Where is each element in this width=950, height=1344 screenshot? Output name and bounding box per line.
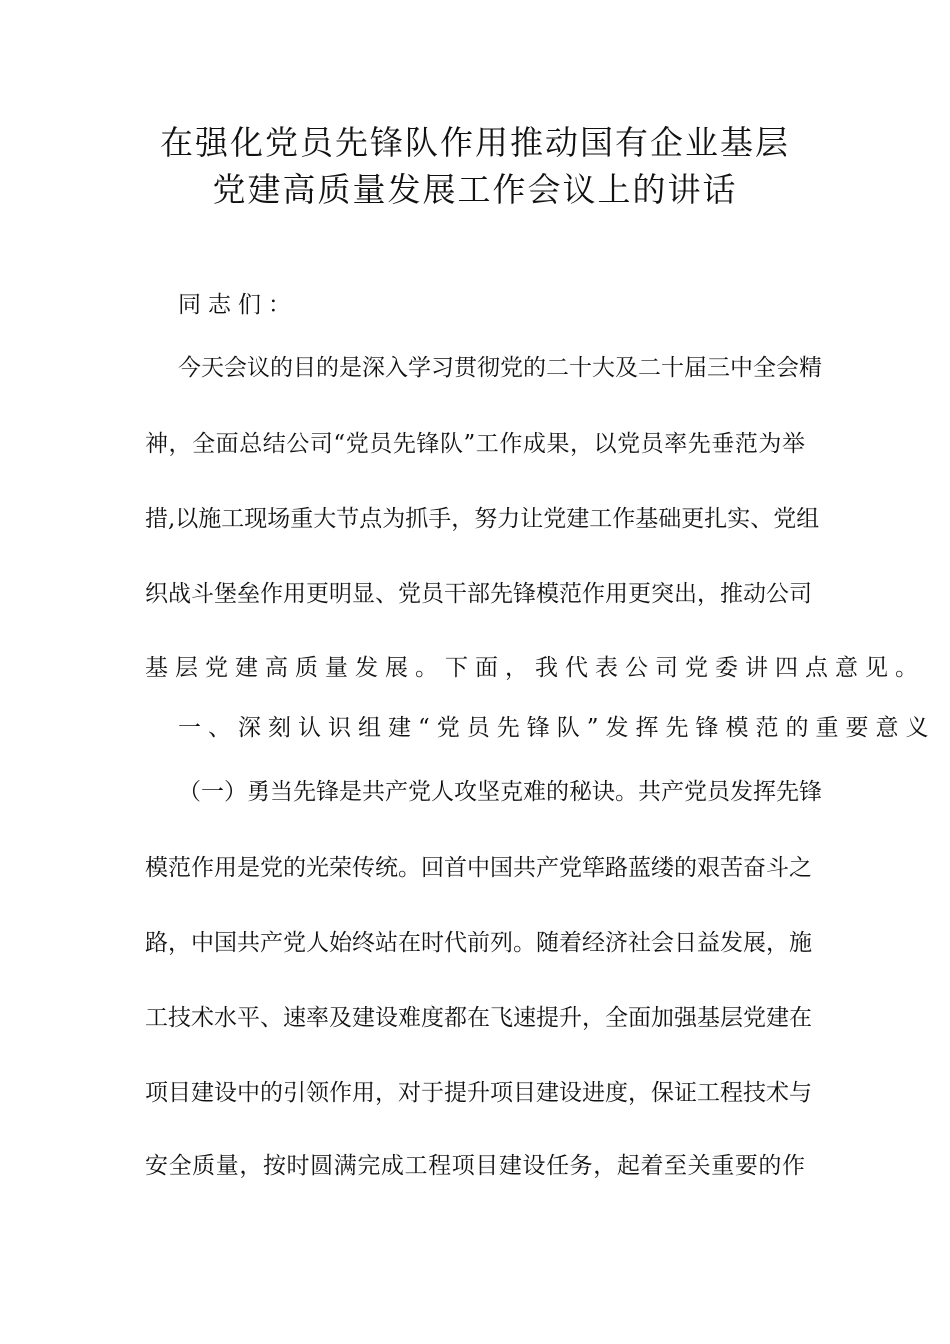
section-heading: 一、深刻认识组建“党员先锋队”发挥先锋模范的重要意义 bbox=[178, 715, 936, 741]
paragraph-line: 安全质量，按时圆满完成工程项目建设任务，起着至关重要的作 bbox=[145, 1153, 805, 1179]
paragraph-line: 项目建设中的引领作用，对于提升项目建设进度，保证工程技术与 bbox=[145, 1080, 812, 1106]
paragraph-line: 路，中国共产党人始终站在时代前列。随着经济社会日益发展，施 bbox=[145, 930, 812, 956]
paragraph-line: 模范作用是党的光荣传统。回首中国共产党筚路蓝缕的艰苦奋斗之 bbox=[145, 855, 812, 881]
salutation: 同志们： bbox=[178, 292, 298, 318]
document-title-line-2: 党建高质量发展工作会议上的讲话 bbox=[212, 170, 738, 209]
paragraph-line: 基层党建高质量发展。下面，我代表公司党委讲四点意见。 bbox=[145, 655, 925, 681]
paragraph-line: （一）勇当先锋是共产党人攻坚克难的秘诀。共产党员发挥先锋 bbox=[178, 779, 822, 805]
paragraph-line: 工技术水平、速率及建设难度都在飞速提升，全面加强基层党建在 bbox=[145, 1005, 812, 1031]
paragraph-line: 措,以施工现场重大节点为抓手，努力让党建工作基础更扎实、党组 bbox=[145, 506, 820, 532]
document-title-line-1: 在强化党员先锋队作用推动国有企业基层 bbox=[160, 123, 790, 162]
paragraph-line: 织战斗堡垒作用更明显、党员干部先锋模范作用更突出，推动公司 bbox=[145, 581, 812, 607]
paragraph-line: 神，全面总结公司“党员先锋队”工作成果，以党员率先垂范为举 bbox=[145, 431, 805, 457]
paragraph-line: 今天会议的目的是深入学习贯彻党的二十大及二十届三中全会精 bbox=[178, 355, 822, 381]
